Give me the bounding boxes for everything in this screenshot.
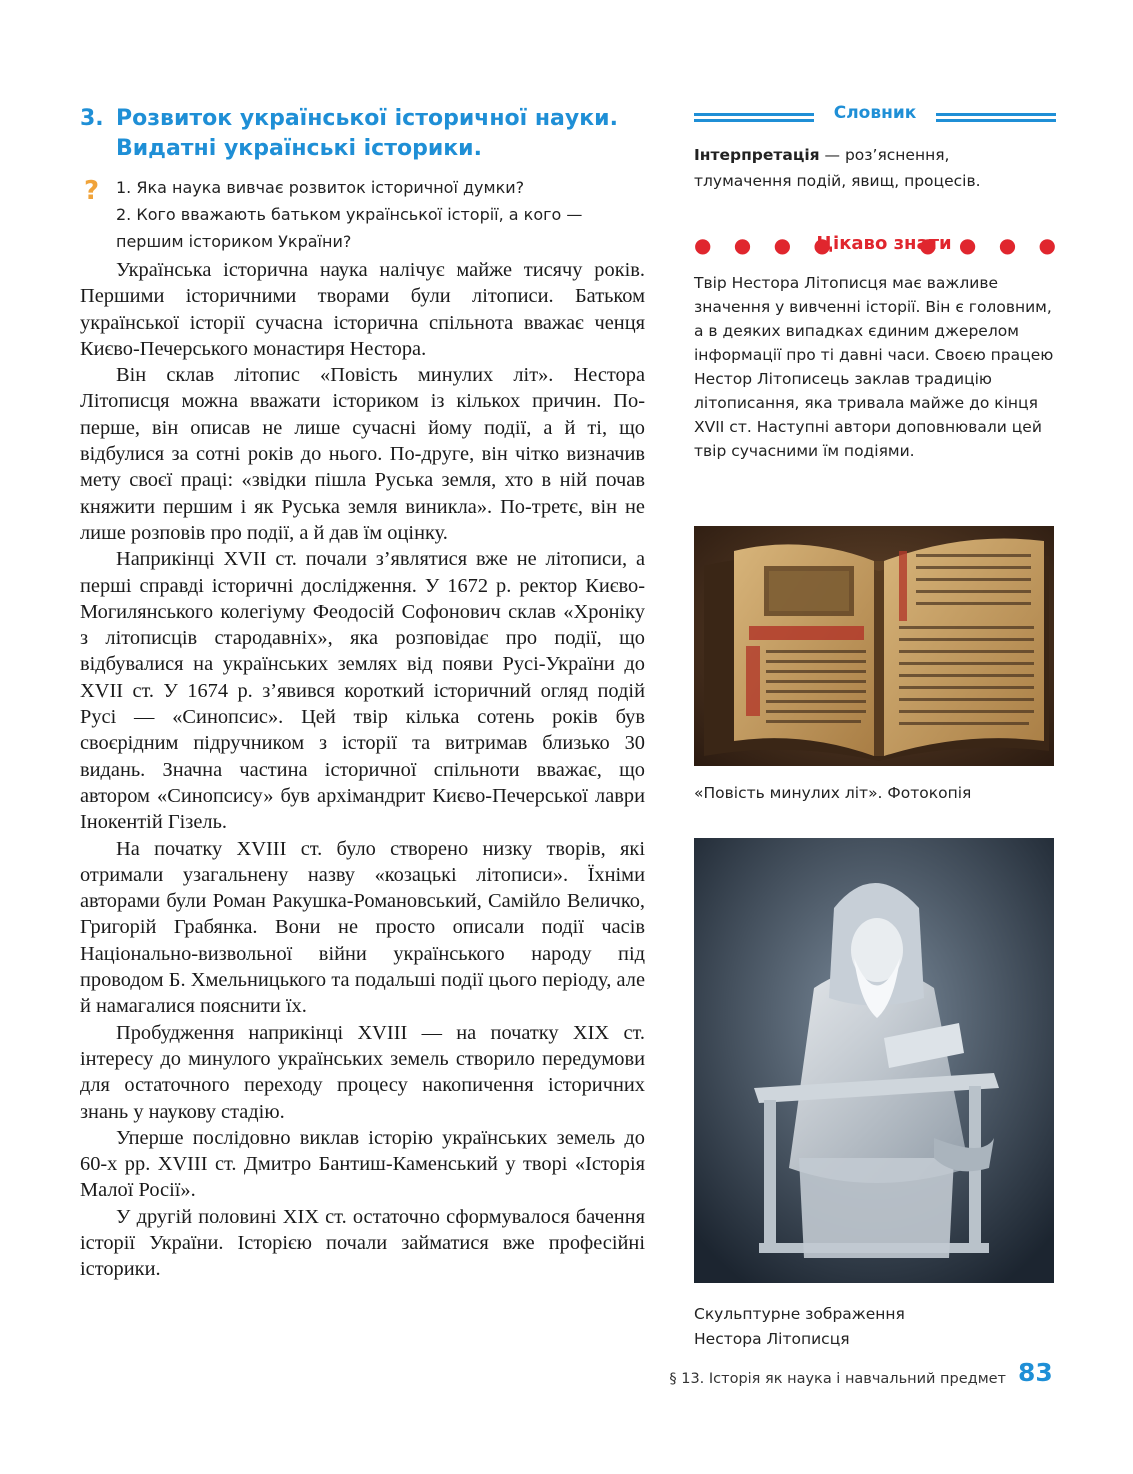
vocabulary-title: Словник [833, 103, 917, 123]
paragraph: На початку XVIII ст. було створено низку творів, які отримали узагальнену назву «козацькі літописи». Їхніми авторами були Роман Ракушка-Романовський, Самійло Величко, Григорій Грабянка. Вони не просто описали події часів Національно-визвольної війни українського народу під проводом Б. Хмельницького та подальші події цього періоду, але й намагалися пояснити їх. [80, 837, 645, 1018]
question-mark-icon: ? [84, 176, 100, 206]
interesting-text: Твір Нестора Літописця має важливе значення у вивченні історії. Він є головним, а в деяких випадках єдиним джерелом інформації про ті давні часи. Своєю працею Нестор Літописець заклав традицію літописання, яка тривала майже до кінця XVII ст. Наступні автори доповнювали цей твір сучасними їм подіями. [694, 274, 1054, 460]
vocabulary-definition: — роз’яснення, тлумачення подій, явищ, процесів. [694, 146, 981, 190]
paragraph: Українська історична наука налічує майже тисячу років. Першими історичними творами були літописи. Батьком української історії сучасна історична спільнота вважає ченця Києво-Печерського монастиря Нестора. [80, 259, 645, 360]
dots-decoration: ● ● ● ● [694, 233, 839, 257]
paragraph: У другій половині XIX ст. остаточно сформувалося бачення історії України. Історією почали займатися вже професійні історики. [80, 1205, 645, 1281]
paragraph: Уперше послідовно виклав історію українських земель до 60-х рр. XVIII ст. Дмитро Бантиш-Каменський у творі «Історія Малої Росії». [80, 1126, 645, 1202]
dots-decoration: ● ● ● ● [919, 233, 1064, 257]
question-2-line2: першим істориком України? [116, 232, 352, 251]
paragraph: Наприкінці XVII ст. почали з’являтися вже не літописи, а перші справді історичні дослідження. У 1672 р. ректор Києво-Могилянського колегіуму Феодосій Софонович склав «Хроніку з літописців стародавніх», яка розповідає про події, що відбувалися на українських землях від появи Русі-України до XVII ст. У 1674 р. з’явився короткий історичний огляд подій Русі — «Синопсис». Цей твір кілька сотень років був своєрідним підручником з історії та витримав близько 30 видань. Значна частина історичної спільноти вважає, що автором «Синопсису» був архімандрит Києво-Печерської лаври Інокентій Гізель. [80, 548, 645, 834]
interesting-title: Цікаво знати [816, 233, 952, 254]
divider [936, 113, 1056, 125]
figure-caption-line2: Нестора Літописця [694, 1330, 850, 1348]
vocabulary-header [694, 103, 1056, 133]
figure-caption [694, 1302, 994, 1352]
divider [694, 113, 814, 125]
review-questions [116, 174, 656, 255]
main-text [80, 257, 645, 1283]
vocabulary-term: Інтерпретація [694, 146, 820, 164]
question-1: 1. Яка наука вивчає розвиток історичної думки? [116, 178, 525, 197]
vocabulary-entry [694, 142, 1044, 194]
page-number: 83 [1018, 1358, 1053, 1387]
paragraph: Він склав літопис «Повість минулих літ». Нестора Літописця можна вважати істориком із кількох причин. По-перше, він описав не лише сучасні йому події, а й ті, що відбулися за сотні років до нього. По-друге, він чітко визначив мету своєї праці: «звідки пішла Руська земля, хто в ній почав княжити першим і як Руська земля виникла». По-третє, він не лише розповів про події, а й дав їм оцінку. [80, 364, 645, 544]
section-number: 3. [80, 106, 104, 131]
interesting-header [694, 233, 1064, 261]
manuscript-photo [694, 526, 1054, 766]
running-footer: § 13. Історія як наука і навчальний предмет [669, 1371, 1006, 1387]
section-title-line2: Видатні українські історики. [116, 136, 482, 161]
section-title-line1: Розвиток української історичної науки. [116, 106, 618, 131]
paragraph: Пробудження наприкінці XVIII — на початку XIX ст. інтересу до минулого українських земель створило передумови для остаточного переходу процесу накопичення історичних знань у наукову стадію. [80, 1021, 645, 1123]
figure-caption: «Повість минулих літ». Фотокопія [694, 784, 972, 802]
sculpture-photo [694, 838, 1054, 1283]
question-2-line1: 2. Кого вважають батьком української історії, а кого — [116, 205, 583, 224]
figure-caption-line1: Скульптурне зображення [694, 1305, 905, 1323]
